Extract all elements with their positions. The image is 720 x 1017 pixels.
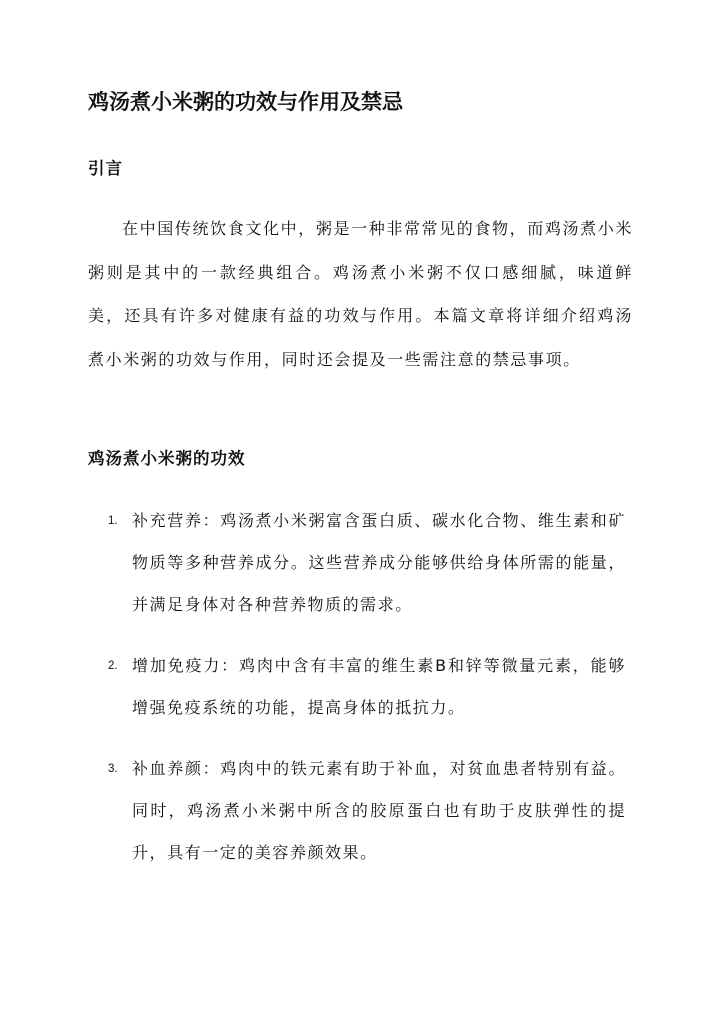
section-heading-benefits: 鸡汤煮小米粥的功效	[88, 449, 246, 468]
list-item-text: 增加免疫力：鸡肉中含有丰富的维生素B和锌等微量元素，能够增强免疫系统的功能，提高身体的抵抗力。	[132, 656, 626, 717]
section-heading-introduction: 引言	[88, 159, 123, 178]
list-item-number: 2.	[108, 660, 118, 672]
list-item	[0, 645, 720, 729]
list-item-text: 补充营养：鸡汤煮小米粥富含蛋白质、碳水化合物、维生素和矿物质等多种营养成分。这些营养成分能够供给身体所需的能量，并满足身体对各种营养物质的需求。	[132, 511, 626, 614]
document-title: 鸡汤煮小米粥的功效与作用及禁忌	[88, 90, 403, 114]
list-item	[0, 500, 720, 626]
introduction-paragraph: 在中国传统饮食文化中，粥是一种非常常见的食物，而鸡汤煮小米粥则是其中的一款经典组合。鸡汤煮小米粥不仅口感细腻，味道鲜美，还具有许多对健康有益的功效与作用。本篇文章将详细介绍鸡汤煮小米粥的功效与作用，同时还会提及一些需注意的禁忌事项。	[88, 219, 633, 369]
list-item-text: 补血养颜：鸡肉中的铁元素有助于补血，对贫血患者特别有益。同时，鸡汤煮小米粥中所含的胶原蛋白也有助于皮肤弹性的提升，具有一定的美容养颜效果。	[132, 759, 626, 862]
list-item	[0, 748, 720, 874]
benefits-list	[0, 500, 720, 874]
list-item-number: 1.	[108, 515, 118, 527]
list-item-number: 3.	[108, 763, 118, 775]
